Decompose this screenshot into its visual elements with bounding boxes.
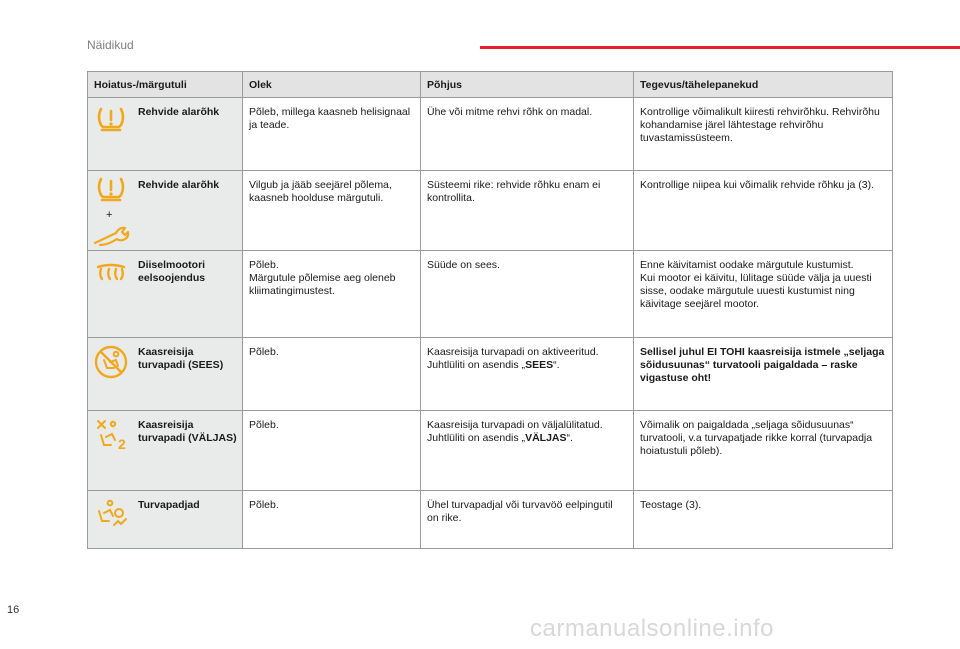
state-cell: Põleb. (243, 491, 421, 549)
airbag-fault-icon (88, 491, 134, 535)
action-cell: Enne käivitamist oodake märgutule kustumist. Kui mootor ei käivitu, lülitage süüde välja ja uuesti sisse, oodake märgutule uuesti kustumist ning käivitage seejärel mootor. (634, 251, 893, 338)
cause-cell: Süsteemi rike: rehvide rõhku enam ei kontrollita. (421, 171, 634, 251)
state-cell: Põleb, millega kaasneb helisignaal ja teade. (243, 98, 421, 171)
warning-light-name: Kaasreisija turvapadi (VÄLJAS) (138, 419, 237, 444)
accent-bar (480, 46, 960, 49)
action-cell: Võimalik on paigaldada „seljaga sõidusuunas“ turvatooli, v.a turvapatjade rikke korral (turvapadja hoiatustuli põleb). (634, 411, 893, 491)
glow-plug-icon (88, 251, 134, 291)
table-row (88, 171, 893, 251)
warning-light-name: Turvapadjad (138, 499, 200, 511)
cause-text-end: “. (566, 432, 573, 444)
warning-light-name: Diiselmootori eelsoojendus (138, 259, 206, 284)
warning-light-cell (88, 251, 243, 338)
page-number: 16 (7, 604, 20, 616)
warning-lights-table (87, 71, 893, 549)
tire-pressure-icon (88, 98, 134, 138)
cause-cell (421, 411, 634, 491)
table-row (88, 338, 893, 411)
svg-text:2: 2 (118, 436, 126, 452)
state-cell: Põleb. (243, 411, 421, 491)
table-row (88, 251, 893, 338)
action-cell: Teostage (3). (634, 491, 893, 549)
switch-position-label: SEES (525, 359, 554, 371)
passenger-airbag-on-icon (88, 338, 134, 382)
passenger-airbag-off-icon (88, 411, 134, 455)
action-cell: Kontrollige võimalikult kiiresti rehvirõhku. Rehvirõhu kohandamise järel lähtestage rehvirõhu tuvastamissüsteem. (634, 98, 893, 171)
column-header: Põhjus (421, 72, 634, 98)
watermark: carmanualsonline.info (530, 615, 774, 642)
cause-cell: Ühel turvapadjal või turvavöö eelpingutil on rike. (421, 491, 634, 549)
column-header: Hoiatus-/märgutuli (88, 72, 243, 98)
warning-light-cell (88, 338, 243, 411)
switch-position-label: VÄLJAS (525, 432, 567, 444)
warning-light-name: Rehvide alarõhk (138, 179, 220, 191)
cause-cell: Ühe või mitme rehvi rõhk on madal. (421, 98, 634, 171)
cause-text: Kaasreisija turvapadi on aktiveeritud. Juhtlüliti on asendis „ (427, 346, 599, 371)
column-header: Tegevus/tähelepanekud (634, 72, 893, 98)
state-cell: Põleb. Märgutule põlemise aeg oleneb kliimatingimustest. (243, 251, 421, 338)
cause-cell (421, 338, 634, 411)
wrench-icon (88, 223, 134, 249)
action-cell: Kontrollige niipea kui võimalik rehvide rõhku ja (3). (634, 171, 893, 251)
state-cell: Vilgub ja jääb seejärel põlema, kaasneb hoolduse märgutuli. (243, 171, 421, 251)
warning-light-cell (88, 491, 243, 549)
warning-light-cell (88, 411, 243, 491)
table-header-row (88, 72, 893, 98)
cause-text: Kaasreisija turvapadi on väljalülitatud. Juhtlüliti on asendis „ (427, 419, 603, 444)
warning-light-cell (88, 171, 243, 251)
table-row (88, 491, 893, 549)
column-header: Olek (243, 72, 421, 98)
action-cell: Sellisel juhul EI TOHI kaasreisija istmele „seljaga sõidusuunas“ turvatooli paigaldada – raske vigastuse oht! (634, 338, 893, 411)
tire-pressure-icon (88, 171, 134, 207)
table-row (88, 411, 893, 491)
warning-light-name: Kaasreisija turvapadi (SEES) (138, 346, 224, 371)
section-title: Näidikud (87, 38, 134, 52)
warning-light-name: Rehvide alarõhk (138, 106, 220, 118)
warning-light-cell (88, 98, 243, 171)
cause-text-end: “. (553, 359, 560, 371)
state-cell: Põleb. (243, 338, 421, 411)
plus-sign: + (106, 209, 113, 221)
cause-cell: Süüde on sees. (421, 251, 634, 338)
table-row (88, 98, 893, 171)
